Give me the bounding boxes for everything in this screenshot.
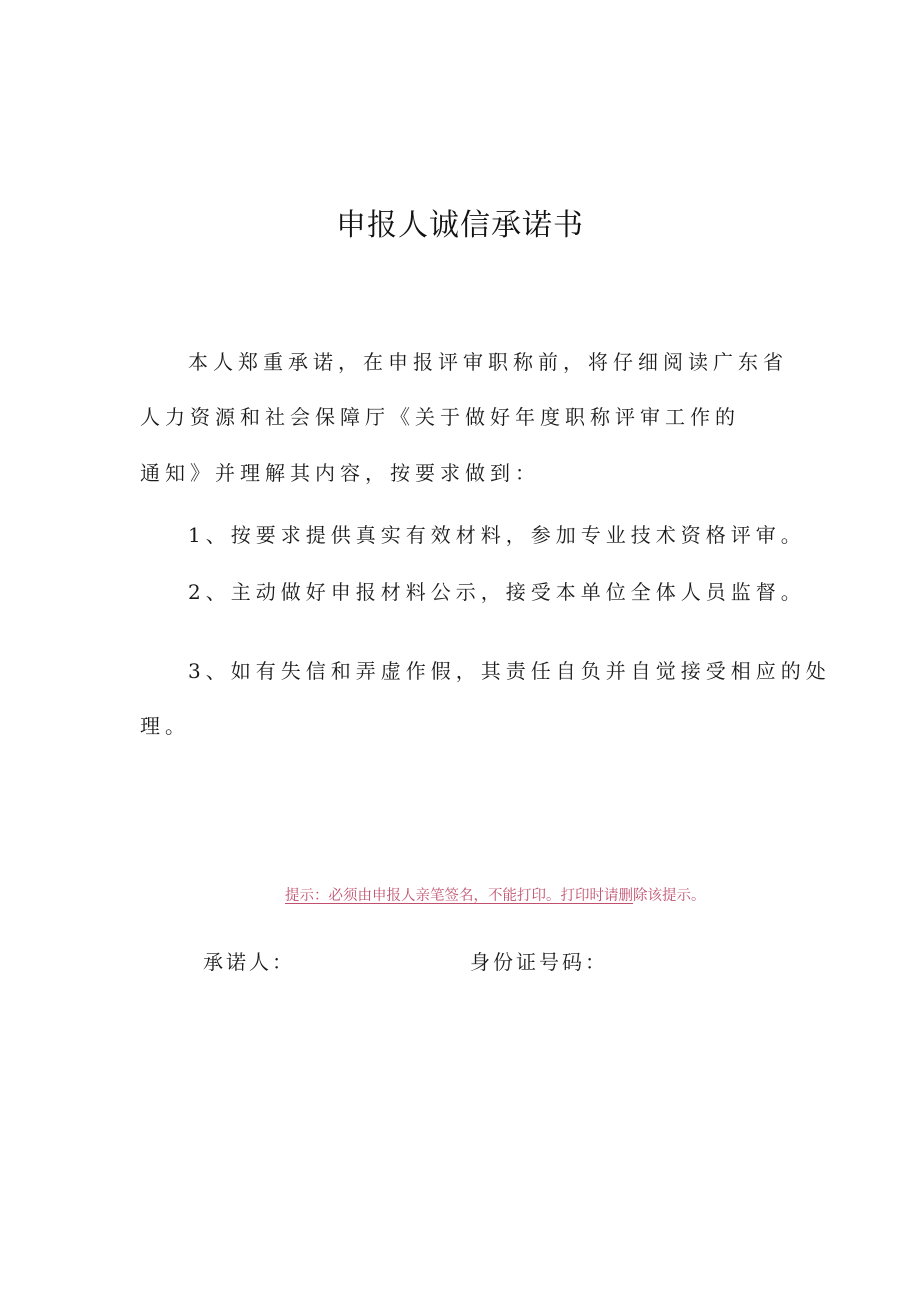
commitment-item-3: 3、如有失信和弄虚作假，其责任自负并自觉接受相应的处 xyxy=(188,659,831,683)
intro-line-3: 通知》并理解其内容，按要求做到： xyxy=(140,461,540,485)
signature-hint-underlined: 提示：必须由申报人亲笔签名，不能打印。打印时请删 xyxy=(285,888,633,904)
id-number-label: 身份证号码： xyxy=(470,950,608,974)
page-title: 申报人诚信承诺书 xyxy=(336,208,584,243)
commitment-item-2: 2、主动做好申报材料公示，接受本单位全体人员监督。 xyxy=(188,580,806,604)
commitment-item-1: 1、按要求提供真实有效材料，参加专业技术资格评审。 xyxy=(188,523,806,547)
promisor-label: 承诺人： xyxy=(203,950,295,974)
commitment-item-3-continuation: 理。 xyxy=(140,714,190,738)
signature-hint xyxy=(285,884,706,905)
signature-hint-tail: 除该提示。 xyxy=(633,888,706,904)
intro-line-2: 人力资源和社会保障厅《关于做好年度职称评审工作的 xyxy=(140,405,740,429)
intro-line-1: 本人郑重承诺，在申报评审职称前，将仔细阅读广东省 xyxy=(188,350,788,374)
